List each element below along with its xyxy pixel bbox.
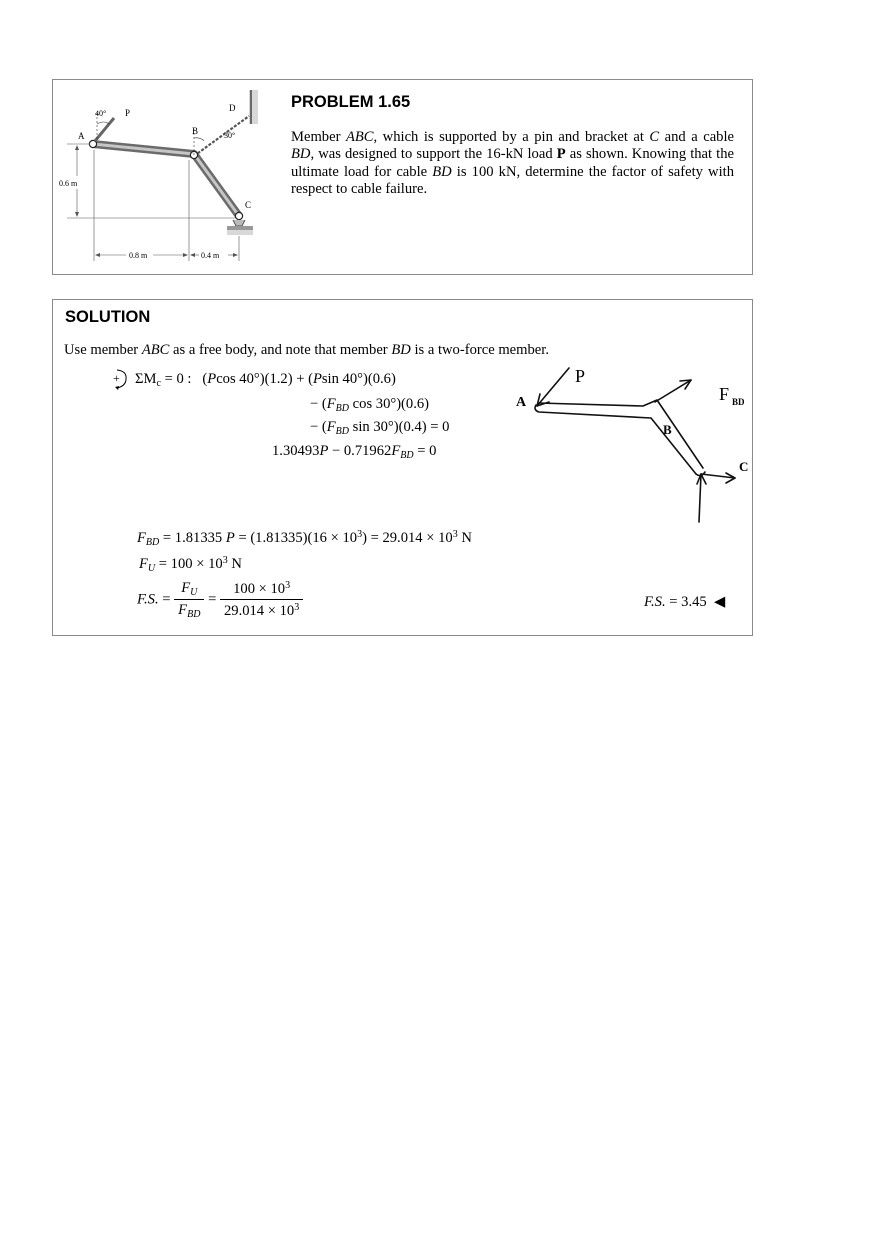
pin-a [89, 140, 96, 147]
equation-line-4: $1.30493P - 0.71962F_{BD} = 0$ [272, 443, 437, 461]
member-abc [93, 144, 239, 216]
solution-intro: Use member ABC as a free body, and note that member BD is a two-force member. [64, 342, 549, 358]
pin-c [235, 212, 242, 219]
equation-fbd: $F_{BD} = 1.81335$ $P = (1.81335)(16 \times 10^3) = 29.014 \times 10^3$ N [137, 529, 472, 548]
cable-bd [194, 116, 249, 156]
solution-box [52, 299, 753, 636]
point-a-label: A [78, 131, 85, 141]
problem-figure [53, 80, 263, 270]
sketch-label-fbd: F [719, 384, 730, 404]
equation-line-2: − ($F_{BD}$ cos 30°)(0.6) [310, 396, 430, 414]
svg-text:0.6 m: 0.6 m [59, 179, 78, 188]
sketch-label-b: B [663, 422, 672, 437]
answer: F.S. = 3.45 ◀ [644, 594, 726, 610]
equation-line-3: − ($F_{BD}$ sin 30°)(0.4) = 0 [310, 419, 450, 437]
problem-box [52, 79, 753, 275]
svg-text:BD: BD [732, 397, 745, 407]
point-c-label: C [245, 200, 252, 210]
sketch-label-p: P [575, 366, 586, 386]
problem-statement: Member ABC, which is supported by a pin and bracket at C and a cable BD, was designed to support the 16-kN load P as shown. Knowing that the ultimate load for cable BD is 100 kN, determine the factor of safety with respect to cable failure. [291, 129, 734, 198]
bracket-c [227, 220, 253, 235]
equation-fu: $F_U = 100 \times 10^3$ N [139, 555, 242, 574]
solution-title: SOLUTION [65, 308, 151, 326]
svg-text:0.8 m: 0.8 m [129, 251, 148, 260]
answer-marker-icon: ◀ [714, 594, 726, 610]
svg-text:+: + [113, 371, 120, 385]
fraction-numeric: $\frac{100 \times 10^3}{29.014 \times 10^3}$ [220, 580, 303, 620]
point-d-label: D [229, 103, 236, 113]
svg-text:0.4 m: 0.4 m [201, 251, 220, 260]
angle-cable-label: 30° [224, 131, 236, 140]
equation-factor-of-safety: F.S. = $\frac{F_U}{F_{BD}}$ = $\frac{100 \times 10^3}{29.014 \times 10^3}$ [137, 580, 303, 620]
equation-line-1: $\Sigma M_c = 0$ : (Pcos 40°)(1.2) + (Psin 40°)(0.6) [135, 371, 396, 389]
moment-sign-icon [111, 367, 133, 391]
point-b-label: B [192, 126, 199, 136]
sketch-label-c: C [739, 459, 749, 474]
load-p-label: P [125, 108, 131, 118]
dimension-horizontal [94, 150, 239, 261]
dimension-vertical [59, 144, 235, 218]
fraction-fu-over-fbd: $\frac{F_U}{F_{BD}}$ [174, 580, 204, 620]
sketch-label-a: A [516, 395, 527, 410]
angle-p-label: 40° [95, 109, 107, 118]
free-body-sketch [513, 360, 753, 530]
problem-title: PROBLEM 1.65 [291, 93, 411, 111]
load-p-arrow [95, 118, 114, 141]
ceiling-support-d [249, 90, 258, 124]
